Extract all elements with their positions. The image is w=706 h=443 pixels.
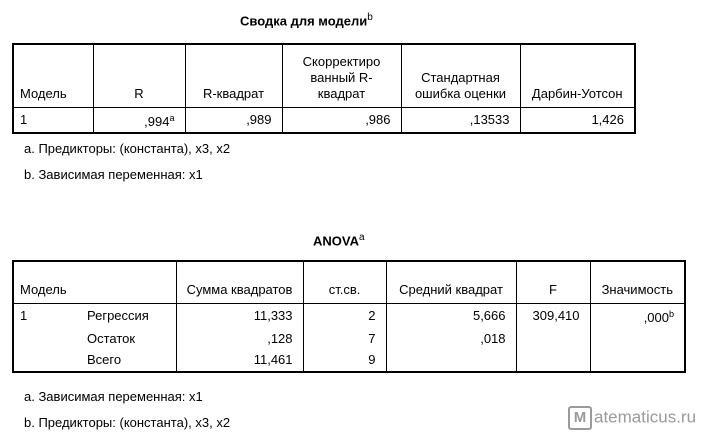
cell-durbin-watson: 1,426 xyxy=(520,107,635,133)
watermark-letter-box: M xyxy=(568,406,592,430)
table-row xyxy=(13,328,685,350)
cell-adj-r-squared: ,986 xyxy=(282,107,401,133)
header-r: R xyxy=(93,44,185,107)
anova-title-sup: a xyxy=(358,232,365,243)
header-std-error: Стандартная ошибка оценки xyxy=(401,44,520,107)
anova-cell-sig xyxy=(590,328,685,350)
anova-cell-ms: ,018 xyxy=(386,328,516,350)
model-summary-table xyxy=(12,43,636,134)
anova-note-a: a. Зависимая переменная: x1 xyxy=(24,389,203,404)
anova-cell-f xyxy=(516,328,590,350)
anova-cell-f xyxy=(516,350,590,372)
anova-cell-source: Остаток xyxy=(81,328,176,350)
cell-model: 1 xyxy=(13,107,93,133)
anova-header-ms: Средний квадрат xyxy=(386,261,516,303)
model-summary-title-text: Сводка для модели xyxy=(240,13,368,29)
cell-std-error: ,13533 xyxy=(401,107,520,133)
anova-cell-model xyxy=(13,328,81,350)
header-model: Модель xyxy=(13,44,93,107)
header-adj-r-squared: Скорректиро ванный R-квадрат xyxy=(282,44,401,107)
table-row xyxy=(13,303,685,328)
anova-cell-sig xyxy=(590,350,685,372)
cell-r xyxy=(93,107,185,133)
model-summary-title xyxy=(240,12,373,28)
anova-title-text: ANOVA xyxy=(313,233,359,249)
anova-cell-ms: 5,666 xyxy=(386,303,516,328)
anova-header-ss: Сумма квадратов xyxy=(176,261,303,303)
cell-r-squared: ,989 xyxy=(185,107,282,133)
anova-note-b: b. Предикторы: (константа), x3, x2 xyxy=(24,415,231,430)
anova-cell-model xyxy=(13,350,81,372)
table-row xyxy=(13,350,685,372)
cell-r-sup: a xyxy=(169,112,175,123)
anova-header-f: F xyxy=(516,261,590,303)
anova-cell-df: 7 xyxy=(303,328,386,350)
watermark-logo xyxy=(568,406,704,436)
anova-cell-sig xyxy=(590,303,685,328)
anova-cell-df: 2 xyxy=(303,303,386,328)
model-summary-note-a: a. Предикторы: (константа), x3, x2 xyxy=(24,141,231,156)
anova-header-df: ст.св. xyxy=(303,261,386,303)
anova-cell-source: Регрессия xyxy=(81,303,176,328)
anova-header-model: Модель xyxy=(13,261,176,303)
anova-cell-df: 9 xyxy=(303,350,386,372)
model-summary-title-sup: b xyxy=(367,12,373,23)
model-summary-note-b: b. Зависимая переменная: x1 xyxy=(24,167,203,182)
anova-table xyxy=(12,260,686,373)
cell-r-value: ,994 xyxy=(144,113,170,129)
watermark-text: atematicus.ru xyxy=(594,407,697,427)
anova-cell-ms xyxy=(386,350,516,372)
anova-cell-sig-value: ,000 xyxy=(643,309,669,325)
anova-cell-ss: 11,333 xyxy=(176,303,303,328)
anova-header-sig: Значимость xyxy=(590,261,685,303)
anova-cell-sig-sup: b xyxy=(669,308,675,319)
anova-cell-source: Всего xyxy=(81,350,176,372)
anova-cell-f: 309,410 xyxy=(516,303,590,328)
table-row xyxy=(13,107,635,133)
anova-title xyxy=(313,232,365,248)
anova-cell-ss: 11,461 xyxy=(176,350,303,372)
header-r-squared: R-квадрат xyxy=(185,44,282,107)
anova-cell-model: 1 xyxy=(13,303,81,328)
anova-cell-ss: ,128 xyxy=(176,328,303,350)
header-durbin-watson: Дарбин-Уотсон xyxy=(520,44,635,107)
